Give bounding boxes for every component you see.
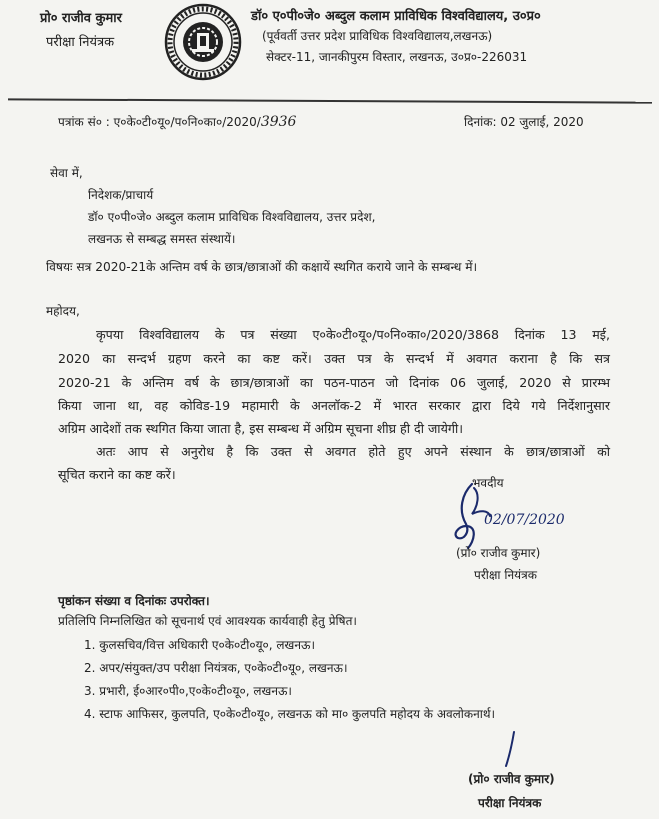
letter-number-label: पत्रांक सं० : ए०के०टी०यू०/प०नि०का०/2020/: [58, 115, 261, 129]
valediction: भवदीय: [472, 476, 504, 490]
university-former-name: (पूर्ववर्ती उत्तर प्रदेश प्राविधिक विश्वविद्यालय,लखनऊ): [262, 29, 493, 43]
body-line-7: सूचित कराने का कष्ट करें।: [58, 467, 176, 482]
sender-name: प्रो० राजीव कुमार: [40, 11, 122, 26]
greeting: महोदय,: [46, 304, 80, 318]
recipient-line-3: लखनऊ से सम्बद्ध समस्त संस्थायें।: [88, 232, 236, 246]
endorsement-item-3: 3. प्रभारी, ई०आर०पी०,ए०के०टी०यू०, लखनऊ।: [84, 684, 292, 698]
recipient-line-2: डॉ० ए०पी०जे० अब्दुल कलाम प्राविधिक विश्वविद्यालय, उत्तर प्रदेश,: [88, 210, 376, 224]
body-line-6: अतः आप से अनुरोध है कि उक्त से अवगत होते हुए अपने संस्थान के छात्र/छात्राओं को: [96, 444, 610, 459]
endorsement-intro: प्रतिलिपि निम्नलिखित को सूचनार्थ एवं आवश्यक कार्यवाही हेतु प्रेषित।: [58, 614, 357, 628]
body-line-3: 2020-21 के अन्तिम वर्ष के छात्र/छात्राओं का पठन-पाठन जो दिनांक 06 जुलाई, 2020 से प्रारम्भ: [58, 375, 610, 390]
endorsement-heading: पृष्ठांकन संख्या व दिनांकः उपरोक्त।: [58, 594, 210, 608]
endorsement-signature-image: [494, 730, 524, 770]
body-line-5: अग्रिम आदेशों तक स्थगित किया जाता है, इस सम्बन्ध में अग्रिम सूचना शीघ्र ही दी जायेगी।: [58, 421, 464, 436]
header-divider: [8, 98, 652, 103]
university-address: सेक्टर-11, जानकीपुरम विस्तार, लखनऊ, उ०प्र०-226031: [266, 50, 528, 64]
endorsement-item-1: 1. कुलसचिव/वित्त अधिकारी ए०के०टी०यू०, लखनऊ।: [84, 638, 316, 652]
body-line-1: कृपया विश्वविद्यालय के पत्र संख्या ए०के०टी०यू०/प०नि०का०/2020/3868 दिनांक 13 मई,: [96, 327, 610, 342]
endorsement-item-4: 4. स्टाफ आफिसर, कुलपति, ए०के०टी०यू०, लखनऊ को मा० कुलपति महोदय के अवलोकनार्थ।: [84, 707, 496, 721]
endorsement-signatory-name: (प्रो० राजीव कुमार): [468, 772, 555, 786]
recipient-line-1: निदेशक/प्राचार्य: [88, 188, 154, 202]
letter-number-handwritten: 3936: [260, 114, 297, 130]
body-line-4: किया जाना था, वह कोविड-19 महामारी के अनलॉक-2 में भारत सरकार द्वारा दिये गये निर्देशानुसार: [58, 398, 610, 413]
university-seal-icon: [164, 3, 242, 81]
signature-date: 02/07/2020: [484, 512, 565, 528]
signatory-title: परीक्षा नियंत्रक: [474, 568, 537, 582]
university-name: डॉ० ए०पी०जे० अब्दुल कलाम प्राविधिक विश्वविद्यालय, उ०प्र०: [251, 9, 541, 24]
letter-number: [58, 113, 296, 130]
sender-title: परीक्षा नियंत्रक: [46, 35, 115, 50]
body-line-2: 2020 का सन्दर्भ ग्रहण करने का कष्ट करें। उक्त पत्र के सन्दर्भ में अवगत कराना है कि सत्र: [58, 351, 610, 366]
salutation: सेवा में,: [50, 166, 83, 180]
signatory-name: (प्रो० राजीव कुमार): [456, 546, 541, 560]
letter-date: दिनांक: 02 जुलाई, 2020: [464, 115, 584, 129]
endorsement-signatory-title: परीक्षा नियंत्रक: [478, 796, 542, 810]
subject-line: विषयः सत्र 2020-21के अन्तिम वर्ष के छात्र/छात्राओं की कक्षायें स्थगित कराये जाने के सम्बन्ध में।: [46, 260, 478, 274]
endorsement-item-2: 2. अपर/संयुक्त/उप परीक्षा नियंत्रक, ए०के०टी०यू०, लखनऊ।: [84, 661, 348, 675]
